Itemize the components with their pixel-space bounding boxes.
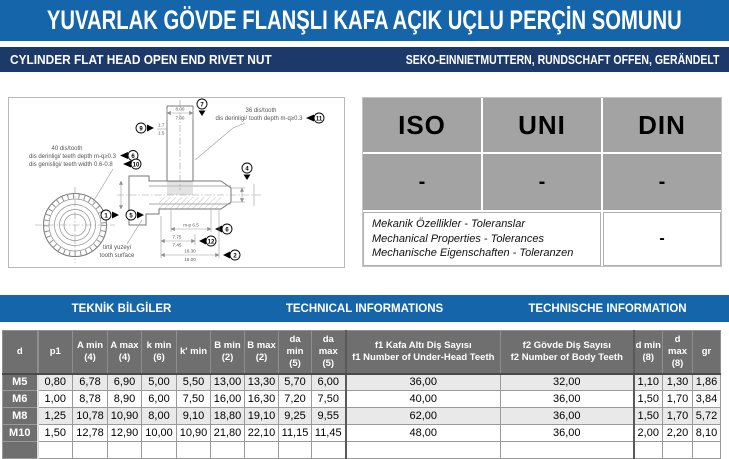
annotation-knurl-36: [195, 108, 303, 160]
col-k-min: k min (6): [142, 331, 177, 374]
svg-text:1.5: 1.5: [158, 130, 165, 136]
mechanical-properties-note: [363, 212, 601, 266]
svg-text:2: 2: [233, 253, 237, 260]
dim-side: [157, 123, 167, 136]
standard-uni-value: -: [483, 154, 601, 210]
callout-2: [223, 250, 240, 260]
svg-text:10: 10: [132, 162, 140, 169]
callout-12: [199, 236, 216, 246]
col-d-max: d max (8): [663, 331, 693, 374]
svg-text:tirtil yuzeyi: tirtil yuzeyi: [102, 245, 132, 251]
technical-info-bar: [0, 295, 729, 322]
svg-text:1: 1: [104, 213, 108, 220]
annotation-knurl-40: [29, 146, 117, 168]
mechanical-properties-value: -: [603, 212, 721, 266]
col-da-min: da min (5): [279, 331, 312, 374]
svg-text:dis derinligi/ tooth depth m-q: dis derinligi/ tooth depth m-q≥0.3: [215, 116, 303, 122]
col-b-max: B max (2): [245, 331, 279, 374]
technical-drawing-panel: [8, 97, 345, 268]
table-row-m10: M10 1,50 12,78 12,90 10,00 10,90 21,80 22,10 11,15 11,45 48,00 36,00 2,00 2,20 8,10: [3, 425, 721, 442]
callout-1: [101, 210, 119, 220]
svg-text:tooth surface: tooth surface: [99, 253, 135, 259]
info-bar-en: TECHNICAL INFORMATIONS: [285, 302, 444, 315]
svg-text:40 dis/tooth: 40 dis/tooth: [51, 146, 83, 152]
callout-10: [123, 159, 141, 169]
subtitle-bar: [0, 47, 729, 72]
section-hatch: [159, 197, 221, 209]
svg-text:8.00: 8.00: [175, 106, 185, 112]
col-k-prime-min: k' min: [177, 331, 211, 374]
svg-text:12: 12: [207, 239, 215, 246]
table-header-row: [3, 331, 721, 374]
svg-text:7: 7: [200, 102, 204, 109]
standard-iso: ISO: [363, 98, 481, 152]
col-d: d: [3, 331, 38, 374]
standard-iso-value: -: [363, 154, 481, 210]
standard-uni: UNI: [483, 98, 601, 152]
svg-text:7.75: 7.75: [172, 234, 182, 240]
svg-text:dis derinligi/ teeth depth m-q: dis derinligi/ teeth depth m-q≥0.3: [29, 154, 117, 160]
col-gr: gr: [693, 331, 721, 374]
col-d-min: d min (8): [634, 331, 663, 374]
svg-text:11: 11: [315, 116, 323, 123]
callout-5: [126, 210, 144, 220]
callout-11: [306, 113, 324, 123]
col-b-min: B min (2): [211, 331, 245, 374]
col-p1: p1: [38, 331, 73, 374]
title-bar: [0, 0, 729, 44]
callout-4: [242, 163, 252, 180]
col-a-min: A min (4): [73, 331, 108, 374]
svg-text:16.00: 16.00: [184, 257, 196, 262]
svg-text:m-p 6.5: m-p 6.5: [183, 222, 199, 228]
subtitle-german: SEKO-EINNIETMUTTERN, RUNDSCHAFT OFFEN, GERÄNDELT: [405, 52, 719, 67]
svg-text:7.45: 7.45: [172, 242, 182, 248]
svg-text:5: 5: [129, 213, 133, 220]
callout-9: [136, 123, 154, 133]
note-line-tr: Mekanik Özellikler - Toleranslar: [372, 218, 526, 231]
svg-text:6: 6: [131, 153, 135, 160]
standard-din: DIN: [603, 98, 721, 152]
svg-text:9: 9: [139, 126, 143, 133]
technical-drawing: [9, 98, 344, 267]
dimensions-table: [2, 330, 721, 459]
info-bar-de: TECHNISCHE INFORMATION: [528, 302, 687, 315]
svg-text:7.00: 7.00: [175, 115, 185, 121]
col-f1-teeth: f1 Kafa Altı Diş Sayısı f1 Number of Under-Head Teeth: [346, 331, 501, 374]
standard-din-value: -: [603, 154, 721, 210]
svg-text:16.30: 16.30: [184, 248, 196, 254]
svg-text:6: 6: [225, 227, 229, 234]
col-f2-teeth: f2 Gövde Diş Sayısı f2 Number of Body Teeth: [501, 331, 634, 374]
svg-text:1.7: 1.7: [158, 122, 165, 128]
col-a-max: A max (4): [108, 331, 142, 374]
subtitle-english: CYLINDER FLAT HEAD OPEN END RIVET NUT: [10, 52, 272, 67]
table-row-m8: M8 1,25 10,78 10,90 8,00 9,10 18,80 19,10 9,25 9,55 62,00 36,00 1,50 1,70 5,72: [3, 408, 721, 425]
page-title: YUVARLAK GÖVDE FLANŞLI KAFA AÇIK UÇLU PERÇİN SOMUNU: [47, 5, 682, 35]
svg-text:dis genisligi/ teeth width 0.6: dis genisligi/ teeth width 0.6-0.8: [29, 162, 113, 168]
callout-7: [197, 99, 207, 116]
dimensions-table-wrap: [2, 330, 721, 459]
info-bar-tr: TEKNİK BİLGİLER: [71, 302, 172, 315]
dim-mp: [171, 210, 211, 232]
table-row-m6: M6 1,00 8,78 8,90 6,00 7,50 16,00 16,30 7,20 7,50 40,00 36,00 1,50 1,70 3,84: [3, 391, 721, 408]
note-line-de: Mechanische Eigenschaften - Toleranzen: [372, 247, 574, 260]
note-line-en: Mechanical Properties - Tolerances: [372, 232, 545, 245]
table-row-m5: M5 0,80 6,78 6,90 5,00 5,50 13,00 13,30 5,70 6,00 36,00 32,00 1,10 1,30 1,86: [3, 374, 721, 391]
callout-6-body: [215, 224, 232, 234]
standards-table: [362, 97, 722, 267]
svg-text:4: 4: [245, 166, 249, 173]
svg-text:36 dis/tooth: 36 dis/tooth: [245, 108, 277, 114]
col-da-max: da max (5): [312, 331, 346, 374]
table-row-partial: [3, 442, 721, 459]
